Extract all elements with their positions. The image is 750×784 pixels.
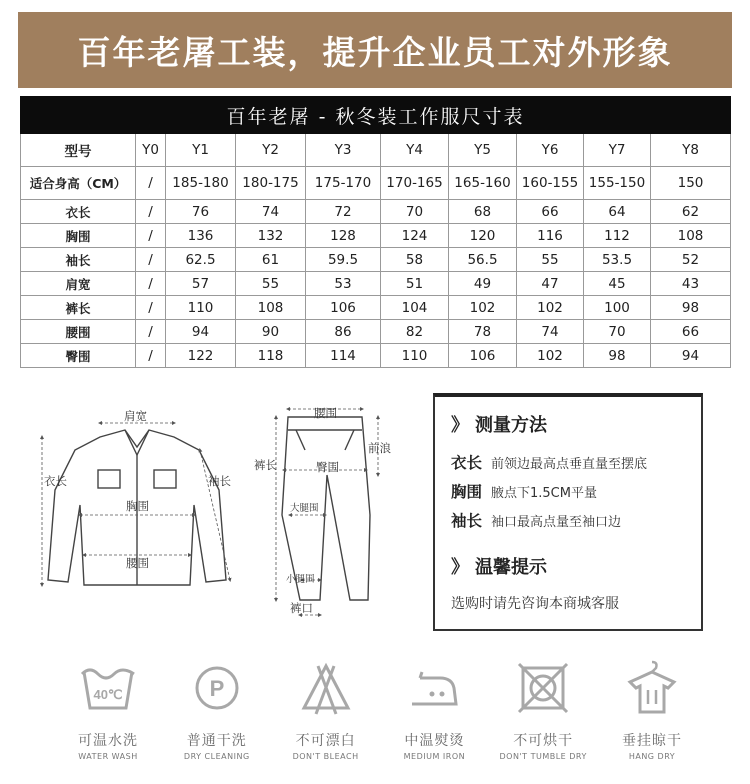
table-row [21, 200, 731, 224]
dry-clean-letter: P [209, 676, 225, 701]
measure-term: 胸围 [451, 483, 483, 501]
table-row [21, 272, 731, 296]
row-label: 适合身高（CM） [21, 167, 136, 200]
wash-temp-text: 40℃ [93, 687, 123, 702]
label-chest: 胸围 [126, 499, 149, 513]
table-row [21, 296, 731, 320]
table-cell: 175-170 [306, 167, 381, 200]
tip-heading [451, 553, 685, 579]
care-label-en: DON'T TUMBLE DRY [499, 752, 587, 761]
table-cell: 76 [166, 200, 236, 224]
chevron-icon: 》 [451, 415, 469, 436]
table-cell: 108 [236, 296, 306, 320]
measure-desc: 袖口最高点量至袖口边 [491, 515, 622, 530]
table-cell: 61 [236, 248, 306, 272]
care-label-en: DON'T BLEACH [292, 752, 359, 761]
measure-list [451, 451, 685, 531]
table-cell: 45 [584, 272, 651, 296]
label-shoulder: 肩宽 [124, 409, 147, 423]
table-cell: / [136, 200, 166, 224]
table-cell: 55 [236, 272, 306, 296]
measure-desc: 腋点下1.5CM平量 [491, 486, 597, 501]
table-cell: 180-175 [236, 167, 306, 200]
label-sleeve: 袖长 [208, 474, 231, 488]
table-cell: 120 [449, 224, 517, 248]
table-cell: / [136, 224, 166, 248]
table-cell: 90 [236, 320, 306, 344]
table-cell: 86 [306, 320, 381, 344]
table-row [21, 320, 731, 344]
table-row [21, 248, 731, 272]
table-cell: 57 [166, 272, 236, 296]
size-header: Y7 [584, 134, 651, 167]
table-cell: 74 [236, 200, 306, 224]
garment-diagram-svg [20, 395, 430, 630]
table-cell: 112 [584, 224, 651, 248]
care-item-medium-iron [386, 658, 482, 770]
table-cell: 104 [381, 296, 449, 320]
table-cell: 114 [306, 344, 381, 368]
row-label: 袖长 [21, 248, 136, 272]
size-header: Y5 [449, 134, 517, 167]
label-waist: 腰围 [126, 556, 149, 570]
table-cell: 185-180 [166, 167, 236, 200]
table-cell: / [136, 248, 166, 272]
label-hem: 裤口 [290, 601, 313, 615]
table-cell: 68 [449, 200, 517, 224]
table-cell: 78 [449, 320, 517, 344]
table-cell: 66 [651, 320, 731, 344]
care-item-hang-dry [604, 658, 700, 770]
row-label: 臀围 [21, 344, 136, 368]
table-cell: 100 [584, 296, 651, 320]
size-header: Y1 [166, 134, 236, 167]
banner [18, 12, 732, 88]
tip-heading-text: 温馨提示 [475, 557, 547, 578]
table-header-row [21, 134, 731, 167]
table-cell: / [136, 296, 166, 320]
label-calf: 小腿围 [286, 574, 315, 585]
label-pants-length: 裤长 [254, 458, 277, 472]
table-body [21, 167, 731, 368]
measure-item [451, 480, 685, 502]
tip-text: 选购时请先咨询本商城客服 [451, 596, 619, 612]
care-label: 中温熨烫 [404, 733, 465, 749]
table-cell: 94 [166, 320, 236, 344]
table-cell: 165-160 [449, 167, 517, 200]
table-cell: 116 [517, 224, 584, 248]
care-item-no-tumble-dry [495, 658, 591, 770]
care-label: 不可漂白 [295, 733, 356, 749]
measurement-diagrams [20, 395, 430, 630]
measure-desc: 前领边最高点垂直量至摆底 [491, 457, 648, 472]
table-cell: 170-165 [381, 167, 449, 200]
table-cell: 53.5 [584, 248, 651, 272]
dry-clean-icon [187, 658, 247, 718]
table-row [21, 344, 731, 368]
measure-term: 袖长 [451, 512, 483, 530]
table-cell: 74 [517, 320, 584, 344]
label-thigh: 大腿围 [290, 503, 319, 514]
table-cell: 49 [449, 272, 517, 296]
table-cell: 98 [584, 344, 651, 368]
hang-dry-icon [622, 658, 682, 718]
label-hip: 臀围 [316, 460, 339, 474]
table-cell: 64 [584, 200, 651, 224]
table-cell: 118 [236, 344, 306, 368]
row-label: 胸围 [21, 224, 136, 248]
row-label: 衣长 [21, 200, 136, 224]
table-cell: 160-155 [517, 167, 584, 200]
size-header: Y3 [306, 134, 381, 167]
no-bleach-icon [296, 658, 356, 718]
care-instructions [60, 658, 700, 770]
table-cell: 102 [449, 296, 517, 320]
row-label: 腰围 [21, 320, 136, 344]
table-cell: 132 [236, 224, 306, 248]
table-cell: 66 [517, 200, 584, 224]
table-cell: 62 [651, 200, 731, 224]
table-cell: 102 [517, 296, 584, 320]
table-cell: / [136, 344, 166, 368]
size-header: Y0 [136, 134, 166, 167]
table-row [21, 167, 731, 200]
table-cell: 124 [381, 224, 449, 248]
table-title-row [21, 97, 731, 134]
table-cell: 70 [584, 320, 651, 344]
label-front-rise: 前浪 [368, 441, 391, 455]
care-label-en: HANG DRY [628, 752, 676, 761]
size-header: Y4 [381, 134, 449, 167]
table-cell: 53 [306, 272, 381, 296]
table-cell: 155-150 [584, 167, 651, 200]
table-cell: 128 [306, 224, 381, 248]
care-label-en: WATER WASH [78, 752, 138, 761]
table-cell: / [136, 272, 166, 296]
table-cell: 59.5 [306, 248, 381, 272]
table-cell: 55 [517, 248, 584, 272]
measure-item [451, 509, 685, 531]
table-cell: 150 [651, 167, 731, 200]
label-pants-waist: 腰围 [314, 406, 337, 420]
measure-heading-text: 测量方法 [475, 415, 547, 436]
table-cell: / [136, 320, 166, 344]
table-cell: 98 [651, 296, 731, 320]
table-cell: 62.5 [166, 248, 236, 272]
table-title: 百年老屠 - 秋冬装工作服尺寸表 [21, 97, 731, 134]
header-label: 型号 [21, 134, 136, 167]
measure-heading [451, 411, 685, 437]
table-cell: 110 [166, 296, 236, 320]
measure-item [451, 451, 685, 473]
size-table [20, 96, 731, 368]
row-label: 肩宽 [21, 272, 136, 296]
table-cell: 47 [517, 272, 584, 296]
table-cell: / [136, 167, 166, 200]
label-length: 衣长 [44, 474, 67, 488]
care-label: 普通干洗 [186, 733, 247, 749]
table-cell: 43 [651, 272, 731, 296]
measure-term: 衣长 [451, 454, 483, 472]
table-cell: 94 [651, 344, 731, 368]
size-header: Y6 [517, 134, 584, 167]
table-cell: 72 [306, 200, 381, 224]
size-header: Y8 [651, 134, 731, 167]
info-box [433, 393, 703, 631]
warm-water-wash-icon [78, 658, 138, 718]
table-cell: 82 [381, 320, 449, 344]
table-cell: 110 [381, 344, 449, 368]
medium-iron-icon [404, 658, 464, 718]
care-item-no-bleach [278, 658, 374, 770]
care-label-en: MEDIUM IRON [403, 752, 466, 761]
table-cell: 108 [651, 224, 731, 248]
table-cell: 106 [449, 344, 517, 368]
table-cell: 102 [517, 344, 584, 368]
table-cell: 56.5 [449, 248, 517, 272]
size-header: Y2 [236, 134, 306, 167]
care-item-warm-wash [60, 658, 156, 770]
table-cell: 58 [381, 248, 449, 272]
table-cell: 52 [651, 248, 731, 272]
table-row [21, 224, 731, 248]
table-cell: 106 [306, 296, 381, 320]
care-label: 垂挂晾干 [621, 733, 682, 749]
row-label: 裤长 [21, 296, 136, 320]
table-cell: 122 [166, 344, 236, 368]
table-cell: 70 [381, 200, 449, 224]
care-label: 可温水洗 [78, 733, 138, 749]
banner-title: 百年老屠工装，提升企业员工对外形象 [77, 32, 673, 72]
chevron-icon: 》 [451, 557, 469, 578]
no-tumble-dry-icon [513, 658, 573, 718]
table-cell: 136 [166, 224, 236, 248]
care-label-en: DRY CLEANING [183, 752, 250, 761]
table-cell: 51 [381, 272, 449, 296]
care-item-dry-clean [169, 658, 265, 770]
care-label: 不可烘干 [513, 733, 574, 749]
